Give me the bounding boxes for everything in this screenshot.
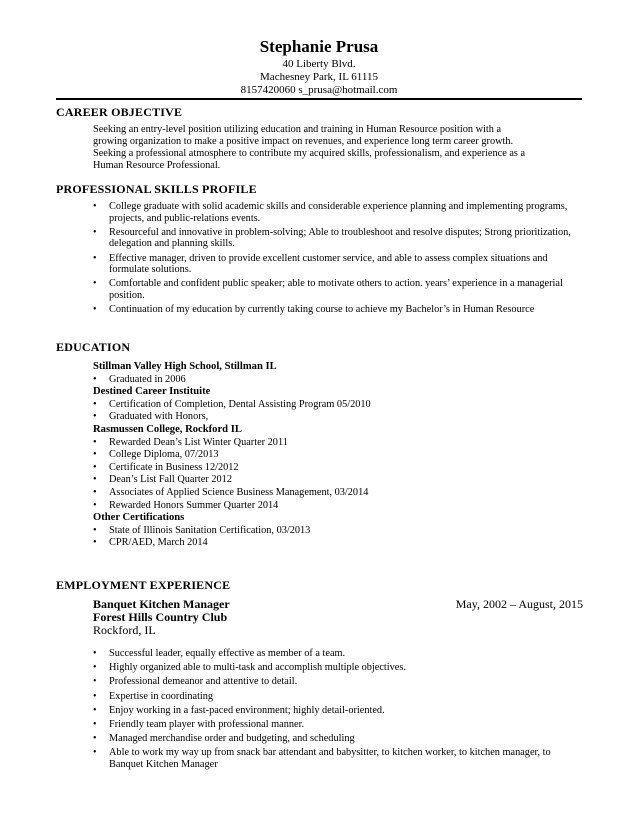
list-item: • Continuation of my education by currently taking course to achieve my Bachelor’s in Human Resource: [93, 304, 583, 316]
objective-text: [93, 124, 583, 172]
employment-heading: EMPLOYMENT EXPERIENCE: [56, 578, 231, 592]
job-dates: May, 2002 – August, 2015: [455, 597, 583, 611]
job-location: Rockford, IL: [93, 623, 156, 637]
employment-list: [93, 648, 583, 773]
skills-heading: PROFESSIONAL SKILLS PROFILE: [56, 182, 257, 196]
list-item: • Comfortable and confident public speaker; able to motivate others to action. years’ experience in a managerial position.: [93, 278, 583, 301]
address-line-2: Machesney Park, IL 61115: [260, 71, 378, 83]
school-name: Destined Career Instituite: [93, 386, 211, 398]
list-item: • Expertise in coordinating: [93, 691, 583, 703]
objective-line: Seeking an entry-level position utilizing education and training in Human Resource position with a: [93, 124, 502, 135]
list-item: • Dean’s List Fall Quarter 2012: [93, 474, 583, 487]
school-name: Rasmussen College, Rockford IL: [93, 423, 242, 435]
list-item: • Managed merchandise order and budgeting, and scheduling: [93, 733, 583, 745]
list-item: • Rewarded Dean’s List Winter Quarter 2011: [93, 437, 583, 450]
list-item: • Associates of Applied Science Business Management, 03/2014: [93, 487, 583, 500]
list-item: • Certification of Completion, Dental Assisting Program 05/2010: [93, 399, 583, 412]
address-line-1: 40 Liberty Blvd.: [282, 58, 356, 70]
list-item: • Resourceful and innovative in problem-solving; Able to troubleshoot and resolve disputes; Strong prioritization, delegation and planning skills.: [93, 227, 583, 250]
objective-line: growing organization to make a positive impact on revenues, and experience long term career growth.: [93, 136, 514, 147]
list-item: • College graduate with solid academic skills and considerable experience planning and implementing programs, projects, and public-relations events.: [93, 201, 583, 224]
list-item: • Rewarded Honors Summer Quarter 2014: [93, 500, 583, 513]
list-item: • Enjoy working in a fast-paced environment; highly detail-oriented.: [93, 705, 583, 717]
resume-header: [0, 36, 638, 97]
list-item: • State of Illinois Sanitation Certification, 03/2013: [93, 525, 583, 538]
objective-line: Human Resource Professional.: [93, 160, 221, 171]
list-item: • Highly organized able to multi-task and accomplish multiple objectives.: [93, 662, 583, 674]
objective-line: Seeking a professional atmosphere to contribute my acquired skills, professionalism, and experience as a: [93, 148, 526, 159]
objective-heading: CAREER OBJECTIVE: [56, 105, 183, 119]
applicant-name: Stephanie Prusa: [259, 37, 379, 56]
list-item: • Graduated in 2006: [93, 374, 583, 387]
school-name: Stillman Valley High School, Stillman IL: [93, 361, 277, 372]
job-entry: [93, 598, 583, 637]
list-item: • Friendly team player with professional manner.: [93, 719, 583, 731]
list-item: • Graduated with Honors,: [93, 411, 583, 424]
list-item: • Effective manager, driven to provide excellent customer service, and able to assess complex situations and formulate solutions.: [93, 253, 583, 276]
school-name: Other Certifications: [93, 512, 185, 524]
list-item: • CPR/AED, March 2014: [93, 537, 583, 550]
list-item: • College Diploma, 07/2013: [93, 449, 583, 462]
list-item: • Certificate in Business 12/2012: [93, 462, 583, 475]
education-heading: EDUCATION: [56, 340, 131, 354]
header-divider: [56, 98, 582, 100]
list-item: • Able to work my way up from snack bar attendant and babysitter, to kitchen worker, to kitchen manager, to Banquet Kitchen Manager: [93, 747, 583, 770]
skills-list: [93, 201, 583, 318]
job-title: Banquet Kitchen Manager: [93, 597, 230, 611]
job-company: Forest Hills Country Club: [93, 610, 228, 624]
education-list: [93, 361, 583, 550]
contact-line: 8157420060 s_prusa@hotmail.com: [240, 84, 398, 96]
list-item: • Successful leader, equally effective as member of a team.: [93, 648, 583, 660]
list-item: • Professional demeanor and attentive to detail.: [93, 676, 583, 688]
